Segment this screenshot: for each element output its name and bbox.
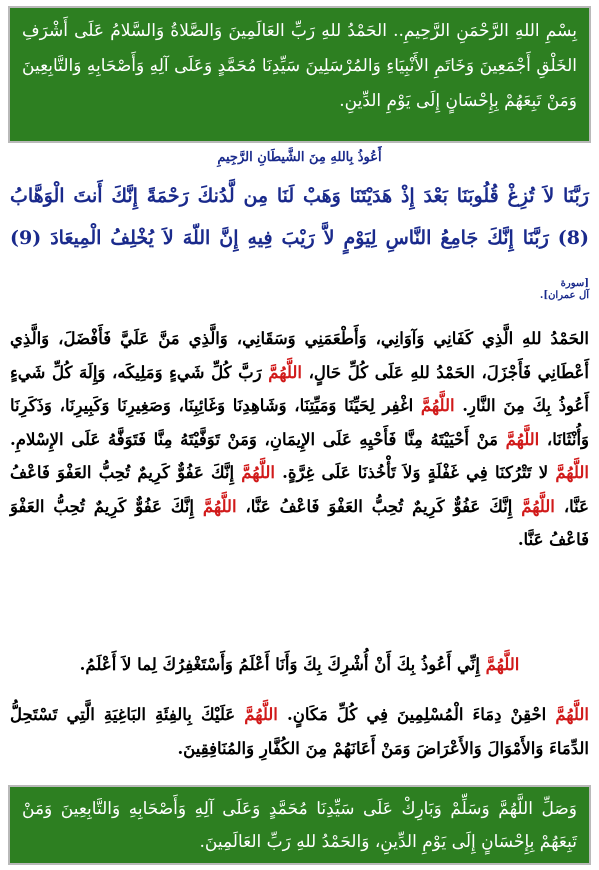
allahumma-word: اللَّهُمَّ <box>485 655 520 674</box>
dua-text: لا تَتْرُكنَا فِي غَفْلَةٍ وَلاَ تَأْخُذنَا عَلَى غِرَّةٍ. <box>274 463 556 482</box>
istiaza-line: أَعُوذُ بِاللهِ مِنَ الشَّيطَانِ الرَّجِيمِ <box>217 150 382 165</box>
dua-paragraph-1 <box>10 322 589 557</box>
dua-text: الحَمْدُ للهِ الَّذِي كَفَانِي وَآوَانِي، وَأَطْعَمَنِي وَسَقَانِي، وَالَّذِي مَنَّ عَلَيَّ فَأَفْضَلَ، وَالَّذِي أَعْطَانِي فَأَجْزَلَ، الحَمْدُ للهِ عَلَى كُلِّ حَالٍ، <box>10 329 589 382</box>
opening-banner <box>8 6 591 143</box>
allahumma-word: اللَّهُمَّ <box>244 705 278 724</box>
allahumma-word: اللَّهُمَّ <box>505 429 540 449</box>
dua-text: إِنَّكَ عَفُوٌّ كَرِيمٌ تُحِبُّ العَفْوَ فَاعْفُ عَنَّا. <box>10 496 589 549</box>
dua-text: مَنْ أَحْيَيْتَهُ مِنَّا فَأَحْيِهِ عَلَى الإِيمَانِ، وَمَنْ تَوَفَّيْتَهُ مِنَّا فَتَوَفَّهُ عَلَى الإِسْلامِ. <box>10 429 506 449</box>
allahumma-word: اللَّهُمَّ <box>241 463 275 482</box>
closing-banner <box>8 785 591 865</box>
allahumma-word: اللَّهُمَّ <box>268 362 302 382</box>
dua-text: إِنَّكَ عَفُوٌّ كَرِيمٌ تُحِبُّ العَفْوَ فَاعْفُ عَنَّا، <box>236 496 522 516</box>
quran-verse-block <box>10 175 589 305</box>
dua-text: اغْفِر لِحَيِّنَا وَمَيِّتِنَا، وَشَاهِدِنَا وَغَائِبِنَا، وَصَغِيرِنَا وَكَبِيرِنَا، وَذَكَرِنَا وَأُنْثَانَا، <box>10 396 589 449</box>
dua-text: عَلَيْكَ بِالفِئَةِ البَاغِيَةِ الَّتِي تَسْتَحِلُّ الدِّمَاءَ وَالأَمْوَالَ وَالأَعْرَاضَ وَمَنْ أَعَانَهُمْ مِنَ الكُفَّارِ وَالمُنَافِقِينَ. <box>10 705 589 758</box>
allahumma-word: اللَّهُمَّ <box>202 496 237 516</box>
dua-paragraph-2 <box>10 648 589 682</box>
allahumma-word: اللَّهُمَّ <box>555 705 589 724</box>
closing-text: وَصَلِّ اللَّهُمَّ وَسَلِّمْ وَبَارِكْ عَلَى سَيِّدِنَا مُحَمَّدٍ وَعَلَى آلِهِ وَأَصْحَابِهِ وَالتَّابِعِينَ وَمَنْ تَبِعَهُمْ بِإِحْسَانٍ إِلَى يَوْمِ الدِّينِ، وَالحَمْدُ للهِ رَبِّ العَالَمِينَ. <box>22 799 577 852</box>
opening-text: بِسْمِ اللهِ الرَّحْمَنِ الرَّحِيمِ.. الحَمْدُ للهِ رَبِّ العَالَمِينَ وَالصَّلاةُ وَالسَّلامُ عَلَى أَشْرَفِ الخَلْقِ أَجْمَعِينَ وَخَاتَمِ الأَنْبِيَاءِ وَالمُرْسَلِينَ سَيِّدِنَا مُحَمَّدٍ وَعَلَى آلِهِ وَأَصْحَابِهِ وَالتَّابِعِينَ وَمَنْ تَبِعَهُمْ بِإِحْسَانٍ إِلَى يَوْمِ الدِّينِ. <box>22 21 577 111</box>
quran-verse: رَبَّنَا لاَ تُزِغْ قُلُوبَنَا بَعْدَ إِذْ هَدَيْتَنَا وَهَبْ لَنَا مِن لَّدُنكَ رَحْمَةً إِنَّكَ أَنتَ الْوَهَّابُ (8) رَبَّنَا إِنَّكَ جَامِعُ النَّاسِ لِيَوْمٍ لاَّ رَيْبَ فِيهِ إِنَّ اللّهَ لاَ يُخْلِفُ الْمِيعَادَ (9) <box>10 185 589 249</box>
allahumma-word: اللَّهُمَّ <box>521 496 555 516</box>
allahumma-word: اللَّهُمَّ <box>420 396 455 415</box>
dua-text: إِنَّكَ عَفُوٌّ كَرِيمٌ تُحِبُّ العَفْوَ فَاعْفُ عَنَّا، <box>10 463 589 516</box>
surah-reference-open: [سورة <box>560 278 589 289</box>
dua-text: إِنِّي أَعُوذُ بِكَ أَنْ أُشْرِكَ بِكَ وَأَنَا أَعْلَمُ وَأَسْتَغْفِرُكَ لِما لاَ أَعْلَمُ. <box>79 655 486 674</box>
dua-text: رَبَّ كُلِّ شَيءٍ وَمَلِيكَه، وَإِلَهَ كُلِّ شَيءٍ أَعُوذُ بِكَ مِنَ النَّارِ. <box>10 362 589 415</box>
dua-paragraph-3 <box>10 698 589 765</box>
allahumma-word: اللَّهُمَّ <box>555 463 589 482</box>
surah-reference-close: آل عمران]. <box>539 290 589 301</box>
dua-text: احْقِنْ دِمَاءَ الْمُسْلِمِينَ فِي كُلِّ مَكَانٍ. <box>277 705 556 724</box>
